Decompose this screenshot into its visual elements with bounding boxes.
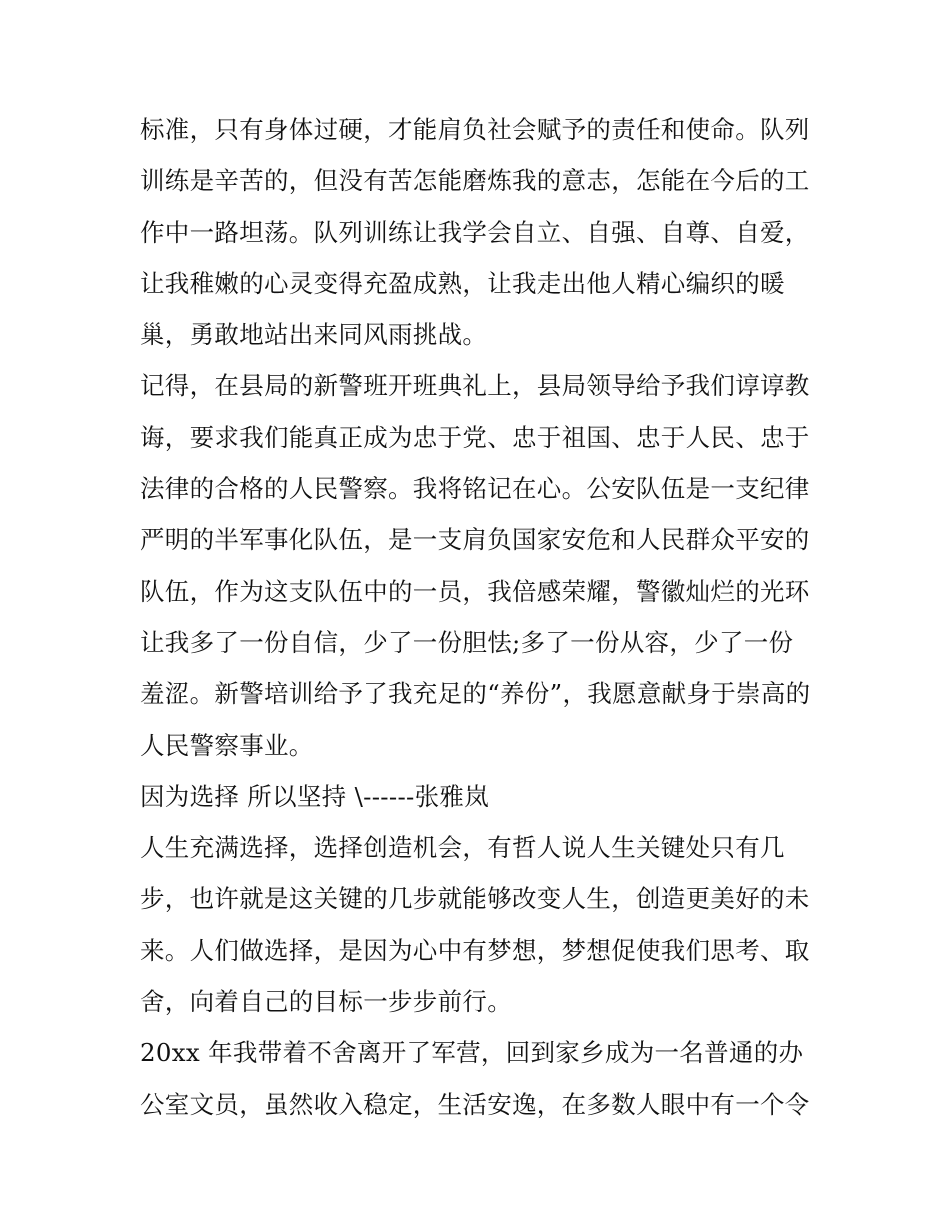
text-line: 步，也许就是这关键的几步就能够改变人生，创造更美好的未 <box>140 884 810 914</box>
document-body <box>140 104 815 1130</box>
text-line: 法律的合格的人民警察。我将铭记在心。公安队伍是一支纪律 <box>140 474 810 504</box>
text-line: 人生充满选择，选择创造机会，有哲人说人生关键处只有几 <box>140 833 785 863</box>
text-line: 舍，向着自己的目标一步步前行。 <box>140 987 512 1017</box>
text-line: 20xx 年我带着不舍离开了军营，回到家乡成为一名普通的办 <box>140 1038 804 1068</box>
text-line: 公室文员，虽然收入稳定，生活安逸，在多数人眼中有一个令 <box>140 1089 810 1119</box>
text-line: 记得，在县局的新警班开班典礼上，县局领导给予我们谆谆教 <box>140 371 810 401</box>
text-line: 羞涩。新警培训给予了我充足的“养份”，我愿意献身于崇高的 <box>140 679 811 709</box>
text-line: 作中一路坦荡。队列训练让我学会自立、自强、自尊、自爱， <box>140 217 810 247</box>
text-line: 人民警察事业。 <box>140 730 314 760</box>
text-line: 训练是辛苦的，但没有苦怎能磨炼我的意志，怎能在今后的工 <box>140 166 810 196</box>
text-line: 来。人们做选择，是因为心中有梦想，梦想促使我们思考、取 <box>140 935 810 965</box>
text-line: 严明的半军事化队伍，是一支肩负国家安危和人民群众平安的 <box>140 525 810 555</box>
text-line: 队伍，作为这支队伍中的一员，我倍感荣耀，警徽灿烂的光环 <box>140 576 810 606</box>
text-line: 标准，只有身体过硬，才能肩负社会赋予的责任和使命。队列 <box>140 115 810 144</box>
text-line: 巢，勇敢地站出来同风雨挑战。 <box>140 320 488 350</box>
section-heading: 因为选择 所以坚持 \------张雅岚 <box>140 781 489 811</box>
text-line: 诲，要求我们能真正成为忠于党、忠于祖国、忠于人民、忠于 <box>140 422 810 452</box>
text-line: 让我多了一份自信，少了一份胆怯;多了一份从容，少了一份 <box>140 627 794 657</box>
text-line: 让我稚嫩的心灵变得充盈成熟，让我走出他人精心编织的暖 <box>140 268 785 298</box>
